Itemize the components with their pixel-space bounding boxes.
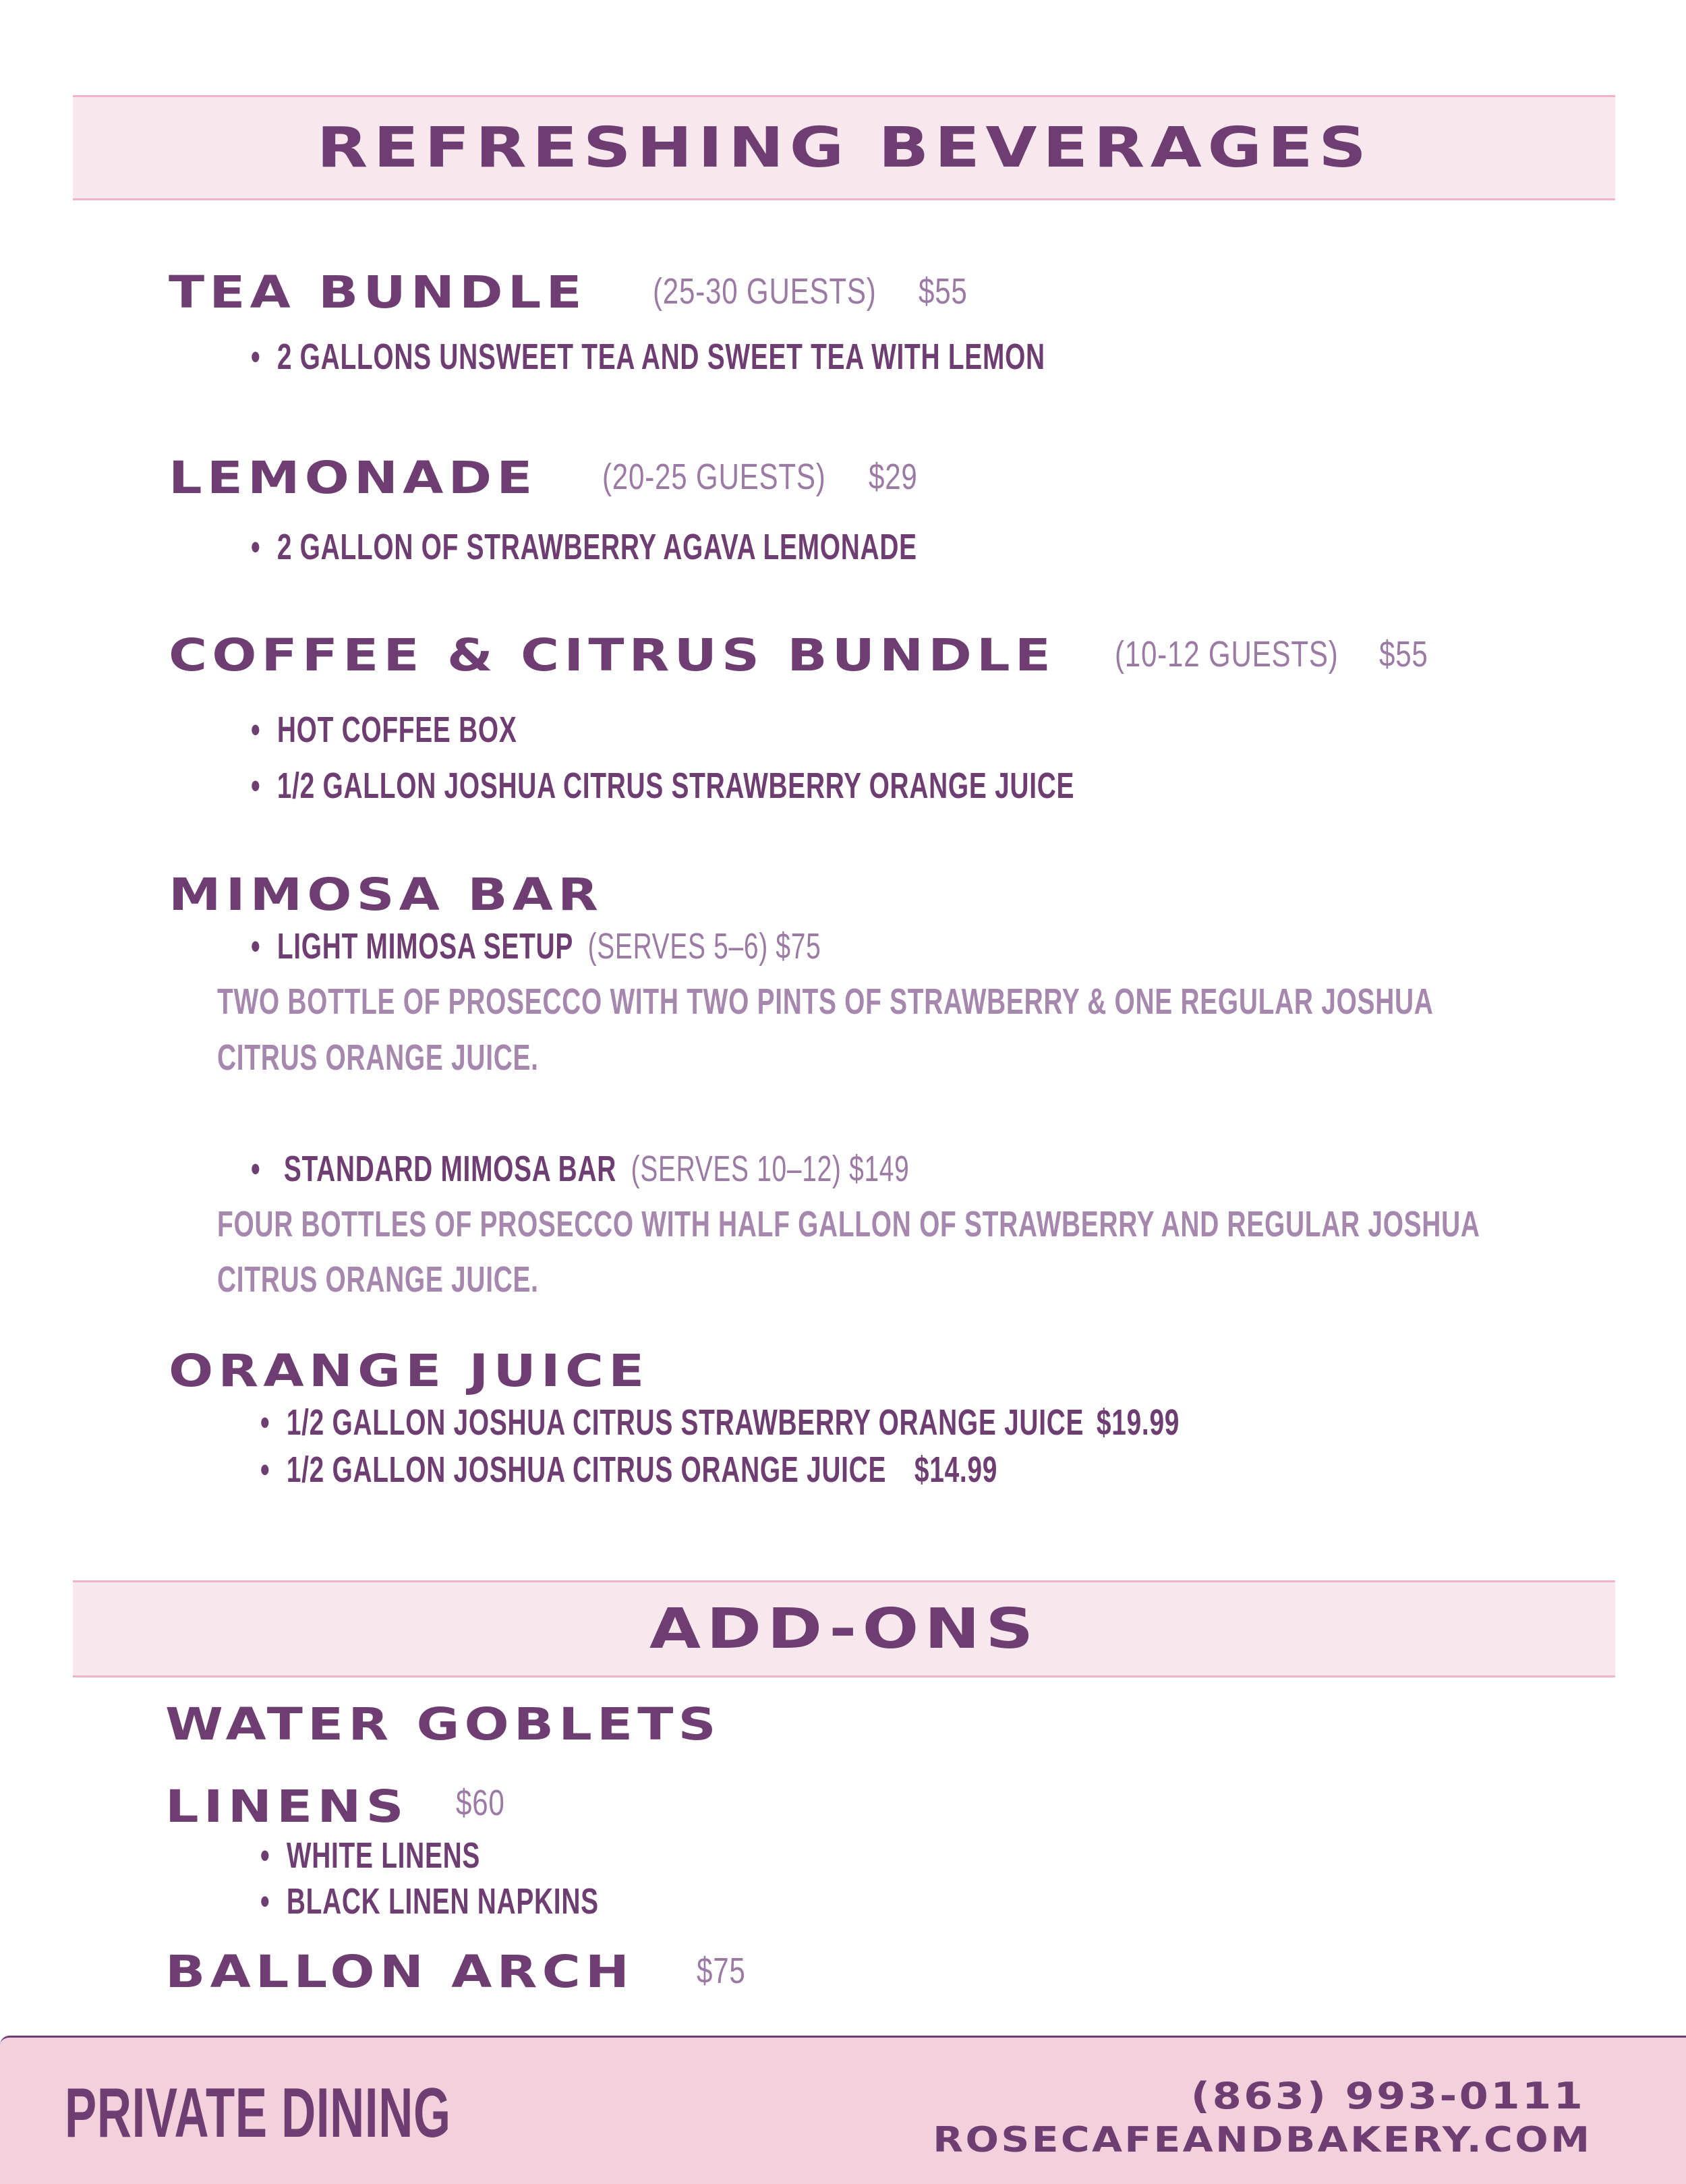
list-item: • 1/2 GALLON JOSHUA CITRUS STRAWBERRY ORANGE JUICE (251, 766, 1075, 806)
bullet-dot-icon: • (251, 766, 261, 806)
beverages-heading: REFRESHING BEVERAGES (316, 115, 1372, 180)
bullet-dot-icon: • (251, 710, 261, 750)
bullet-dot-icon: • (260, 1835, 270, 1876)
standard-mimosa-serves: (SERVES 10–12) $149 (631, 1149, 910, 1189)
light-mimosa-name: LIGHT MIMOSA SETUP (277, 926, 574, 967)
linens-title: LINENS (165, 1781, 409, 1833)
list-item: • 2 GALLONS UNSWEET TEA AND SWEET TEA WITH LEMON (251, 337, 1045, 377)
list-item: • WHITE LINENS (260, 1835, 481, 1876)
list-item: • BLACK LINEN NAPKINS (260, 1881, 599, 1922)
mimosa-bar-title: MIMOSA BAR (169, 869, 604, 921)
lemonade-guests: (20-25 GUESTS) (602, 457, 826, 497)
list-item: • 1/2 GALLON JOSHUA CITRUS ORANGE JUICE $14.99 (260, 1449, 998, 1490)
tea-bundle-title: TEA BUNDLE (169, 266, 587, 318)
light-mimosa-item (251, 928, 821, 965)
coffee-citrus-price: $55 (1379, 634, 1428, 674)
beverages-heading-band (73, 95, 1615, 200)
bullet-dot-icon: • (260, 1881, 270, 1922)
light-mimosa-desc-line1: TWO BOTTLE OF PROSECCO WITH TWO PINTS OF STRAWBERRY & ONE REGULAR JOSHUA (217, 981, 1434, 1022)
bullet-dot-icon: • (260, 1449, 270, 1490)
bullet-dot-icon: • (251, 926, 261, 967)
standard-mimosa-desc-line1: FOUR BOTTLES OF PROSECCO WITH HALF GALLON OF STRAWBERRY AND REGULAR JOSHUA (217, 1204, 1480, 1244)
tea-bundle-price: $55 (919, 271, 968, 312)
list-item: • 1/2 GALLON JOSHUA CITRUS STRAWBERRY ORANGE JUICE $19.99 (260, 1402, 1180, 1443)
bullet-dot-icon: • (251, 1149, 261, 1189)
addons-heading-band (73, 1580, 1615, 1677)
light-mimosa-desc-line2: CITRUS ORANGE JUICE. (217, 1037, 539, 1078)
phone-number[interactable]: (863) 993-0111 (1190, 2075, 1585, 2117)
list-item: • 2 GALLON OF STRAWBERRY AGAVA LEMONADE (251, 527, 917, 567)
private-dining-label: PRIVATE DINING (65, 2074, 451, 2152)
light-mimosa-serves: (SERVES 5–6) $75 (587, 926, 821, 967)
footer (0, 2036, 1686, 2184)
bullet-dot-icon: • (260, 1402, 270, 1443)
lemonade-price: $29 (869, 457, 918, 497)
coffee-citrus-title: COFFEE & CITRUS BUNDLE (169, 629, 1055, 681)
ballon-arch-title: BALLON ARCH (165, 1946, 635, 1998)
tea-bundle-guests: (25-30 GUESTS) (653, 271, 877, 312)
standard-mimosa-desc-line2: CITRUS ORANGE JUICE. (217, 1259, 539, 1300)
website-link[interactable]: ROSECAFEANDBAKERY.COM (932, 2120, 1592, 2160)
linens-price: $60 (456, 1783, 505, 1823)
list-item: • HOT COFFEE BOX (251, 710, 517, 750)
coffee-citrus-guests: (10-12 GUESTS) (1115, 634, 1339, 674)
bullet-dot-icon: • (251, 337, 261, 377)
water-goblets-title: WATER GOBLETS (165, 1698, 721, 1750)
ballon-arch-price: $75 (697, 1951, 746, 1991)
standard-mimosa-name: STANDARD MIMOSA BAR (283, 1149, 617, 1189)
bullet-dot-icon: • (251, 527, 261, 567)
lemonade-title: LEMONADE (169, 452, 537, 504)
standard-mimosa-item (251, 1151, 910, 1187)
addons-heading: ADD-ONS (649, 1597, 1039, 1661)
orange-juice-title: ORANGE JUICE (169, 1345, 649, 1397)
